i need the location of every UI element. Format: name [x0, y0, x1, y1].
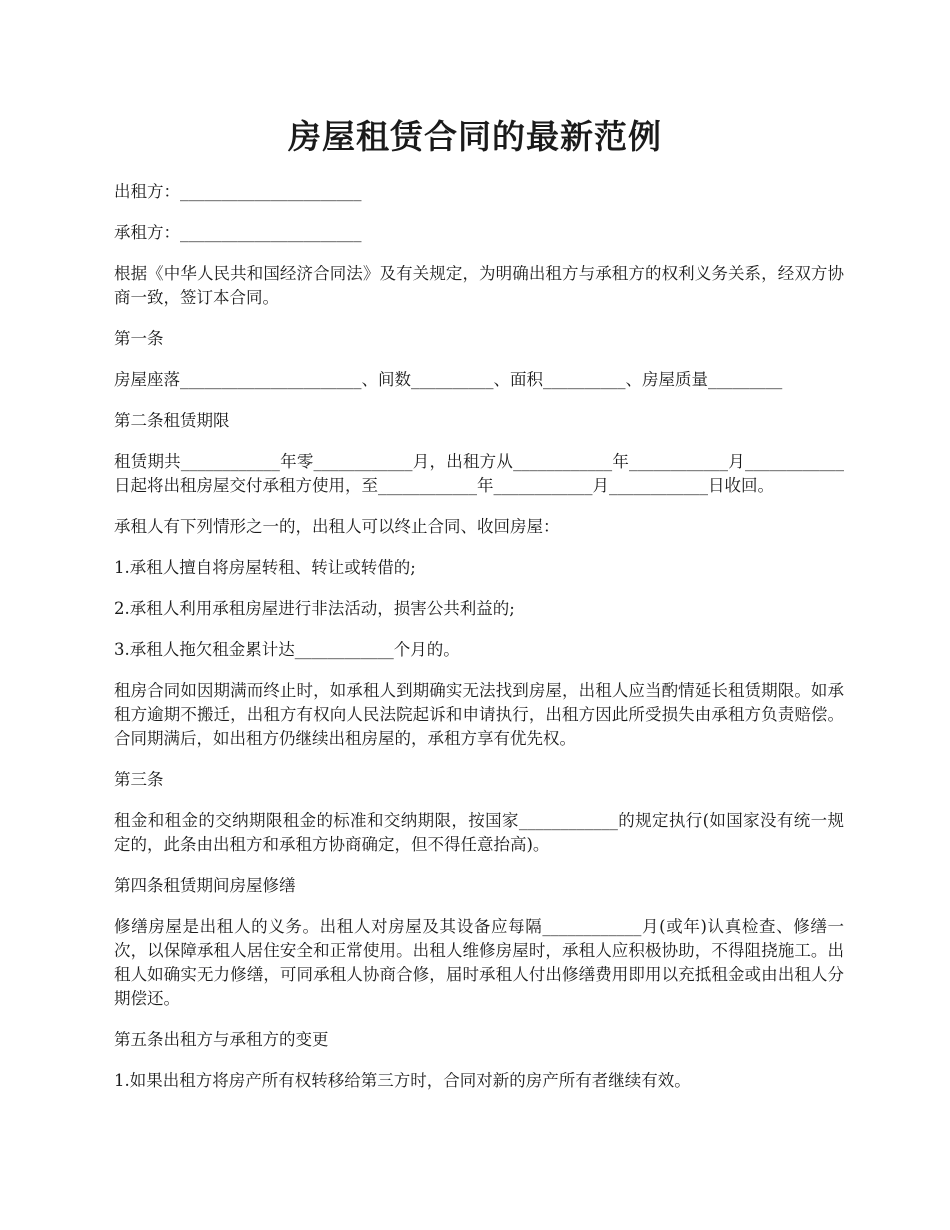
change-item-1: 1.如果出租方将房产所有权转移给第三方时，合同对新的房产所有者继续有效。	[114, 1071, 691, 1090]
termination-intro-paragraph: 承租人有下列情形之一的，出租人可以终止合同、收回房屋：	[114, 517, 560, 536]
termination-item-1: 1.承租人擅自将房屋转租、转让或转借的;	[114, 558, 416, 577]
expiry-paragraph: 租房合同如因期满而终止时，如承租人到期确实无法找到房屋，出租人应当酌情延长租赁期限。如承租方逾期不搬迁，出租方有权向人民法院起诉和申请执行，出租方因此所受损失由承租方负责赔偿。合同期满后，如出租方仍继续出租房屋的，承租方享有优先权。	[114, 681, 844, 748]
rent-paragraph: 租金和租金的交纳期限租金的标准和交纳期限，按国家____________的规定执行(如国家没有统一规定的，此条由出租方和承租方协商确定，但不得任意抬高)。	[114, 811, 844, 854]
repair-paragraph: 修缮房屋是出租人的义务。出租人对房屋及其设备应每隔____________月(或年)认真检查、修缮一次，以保障承租人居住安全和正常使用。出租人维修房屋时，承租人应积极协助，不得阻挠施工。出租人如确实无力修缮，可同承租人协商合修，届时承租人付出修缮费用即用以充抵租金或由出租人分期偿还。	[114, 917, 844, 1008]
article-4-heading: 第四条租赁期间房屋修缮	[114, 876, 296, 895]
article-2-heading: 第二条租赁期限	[114, 411, 230, 430]
termination-item-3: 3.承租人拖欠租金累计达____________个月的。	[114, 640, 460, 659]
document-title: 房屋租赁合同的最新范例	[288, 117, 662, 156]
document-body	[114, 180, 844, 1110]
article-1-heading: 第一条	[114, 329, 164, 348]
article-5-heading: 第五条出租方与承租方的变更	[114, 1030, 329, 1049]
lease-term-paragraph: 租赁期共____________年零____________月，出租方从____________年____________月____________日起将出租房屋交付承租方使用，至____________年____________月____________日收回。	[114, 452, 844, 495]
article-3-heading: 第三条	[114, 770, 164, 789]
lessor-line: 出租方：______________________	[114, 182, 362, 201]
termination-item-2: 2.承租人利用承租房屋进行非法活动，损害公共利益的;	[114, 599, 515, 618]
preamble-paragraph: 根据《中华人民共和国经济合同法》及有关规定，为明确出租方与承租方的权利义务关系，经双方协商一致，签订本合同。	[114, 264, 844, 307]
property-details-paragraph: 房屋座落______________________、间数__________、面积__________、房屋质量_________	[114, 370, 783, 389]
lessee-line: 承租方：______________________	[114, 223, 362, 242]
